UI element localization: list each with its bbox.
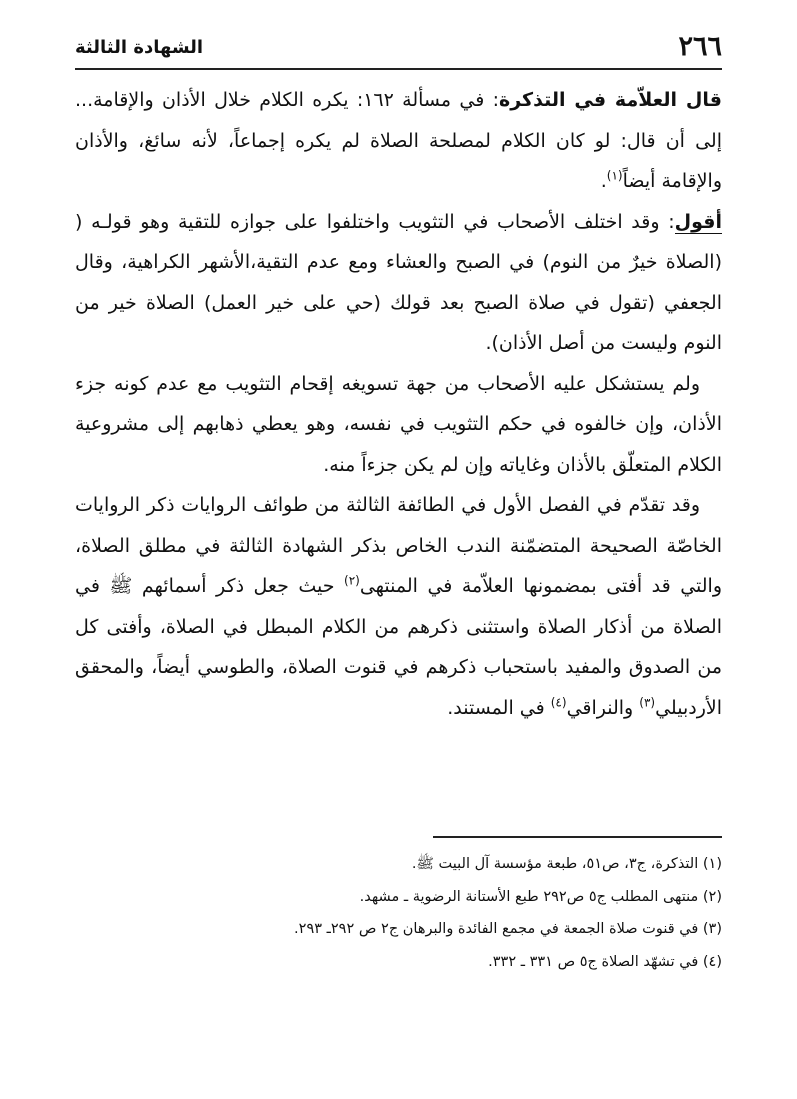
paragraph-1-lead: قال العلاّمة في التذكرة <box>499 89 722 111</box>
footnote-rule <box>433 836 722 838</box>
page-number: ٢٦٦ <box>678 31 722 62</box>
paragraph-1 <box>75 80 722 202</box>
paragraph-4-text-c: والنراقي <box>566 696 640 719</box>
footnote-ref-4[interactable]: (٤) <box>550 695 567 710</box>
footnote-4: (٤) في تشهّد الصلاة ج٥ ص ٣٣١ ـ ٣٣٢. <box>488 953 722 970</box>
footnotes <box>75 848 722 978</box>
paragraph-4-text-a: وقد تقدّم في الفصل الأول في الطائفة الثالثة من طوائف الروايات ذكر الروايات الخاصّة الصحيحة المتضمّنة الندب الخاص بذكر الشهادة الثالثة في مطلق الصلاة، والتي قد أفتى بمضمونها العلاّمة في المنتهى <box>75 494 723 597</box>
paragraph-4-text-b: حيث جعل ذكر أسمائهم ﷺ في الصلاة من أذكار الصلاة واستثنى ذكرهم من الكلام المبطل في الصلاة، وأفتى كل من الصدوق والمفيد باستحباب ذكرهم في قنوت الصلاة، والطوسي أيضاً، والمحقق الأردبيلي <box>75 575 722 719</box>
paragraph-2-text: : وقد اختلف الأصحاب في التثويب واختلفوا على جوازه للتقية وهو قولـه ( (الصلاة خيرٌ من النوم) في الصبح والعشاء ومع عدم التقية،الأشهر الكراهية، وقال الجعفي (تقول في صلاة الصبح بعد قولك (حي على خير العمل) الصلاة خير من النوم وليست من أصل الأذان). <box>75 210 722 354</box>
paragraph-4-text-d: في المستند. <box>447 696 551 719</box>
paragraph-2 <box>75 202 722 364</box>
running-title: الشهادة الثالثة <box>75 37 204 58</box>
footnote-1: (١) التذكرة، ج٣، ص٥١، طبعة مؤسسة آل البيت ﷺ. <box>411 856 722 872</box>
paragraph-1-text: : في مسألة ١٦٢: يكره الكلام خلال الأذان والإقامة... إلى أن قال: لو كان الكلام لمصلحة الصلاة لم يكره إجماعاً، لأنه سائغ، والأذان والإقامة أيضاً <box>75 89 722 192</box>
paragraph-1-end: . <box>600 170 607 192</box>
paragraph-4 <box>75 485 722 728</box>
header-rule <box>75 68 722 70</box>
footnote-ref-3[interactable]: (٣) <box>639 695 656 710</box>
footnote-2: (٢) منتهى المطلب ج٥ ص٢٩٢ طبع الأستانة الرضوية ـ مشهد. <box>359 888 722 905</box>
main-text <box>75 80 722 728</box>
footnote-ref-2[interactable]: (٢) <box>344 573 360 588</box>
paragraph-3: ولم يستشكل عليه الأصحاب من جهة تسويغه إقحام التثويب مع عدم كونه جزء الأذان، وإن خالفوه في حكم التثويب في نفسه، وهو يعطي ذهابهم إلى مشروعية الكلام المتعلّق بالأذان وغاياته وإن لم يكن جزءاً منه. <box>75 372 722 476</box>
page-header <box>75 30 722 70</box>
footnote-ref-1[interactable]: (١) <box>606 168 623 183</box>
footnote-3: (٣) في قنوت صلاة الجمعة في مجمع الفائدة والبرهان ج٢ ص ٢٩٢ـ ٢٩٣. <box>294 921 722 937</box>
paragraph-2-lead: أقول <box>674 210 722 233</box>
